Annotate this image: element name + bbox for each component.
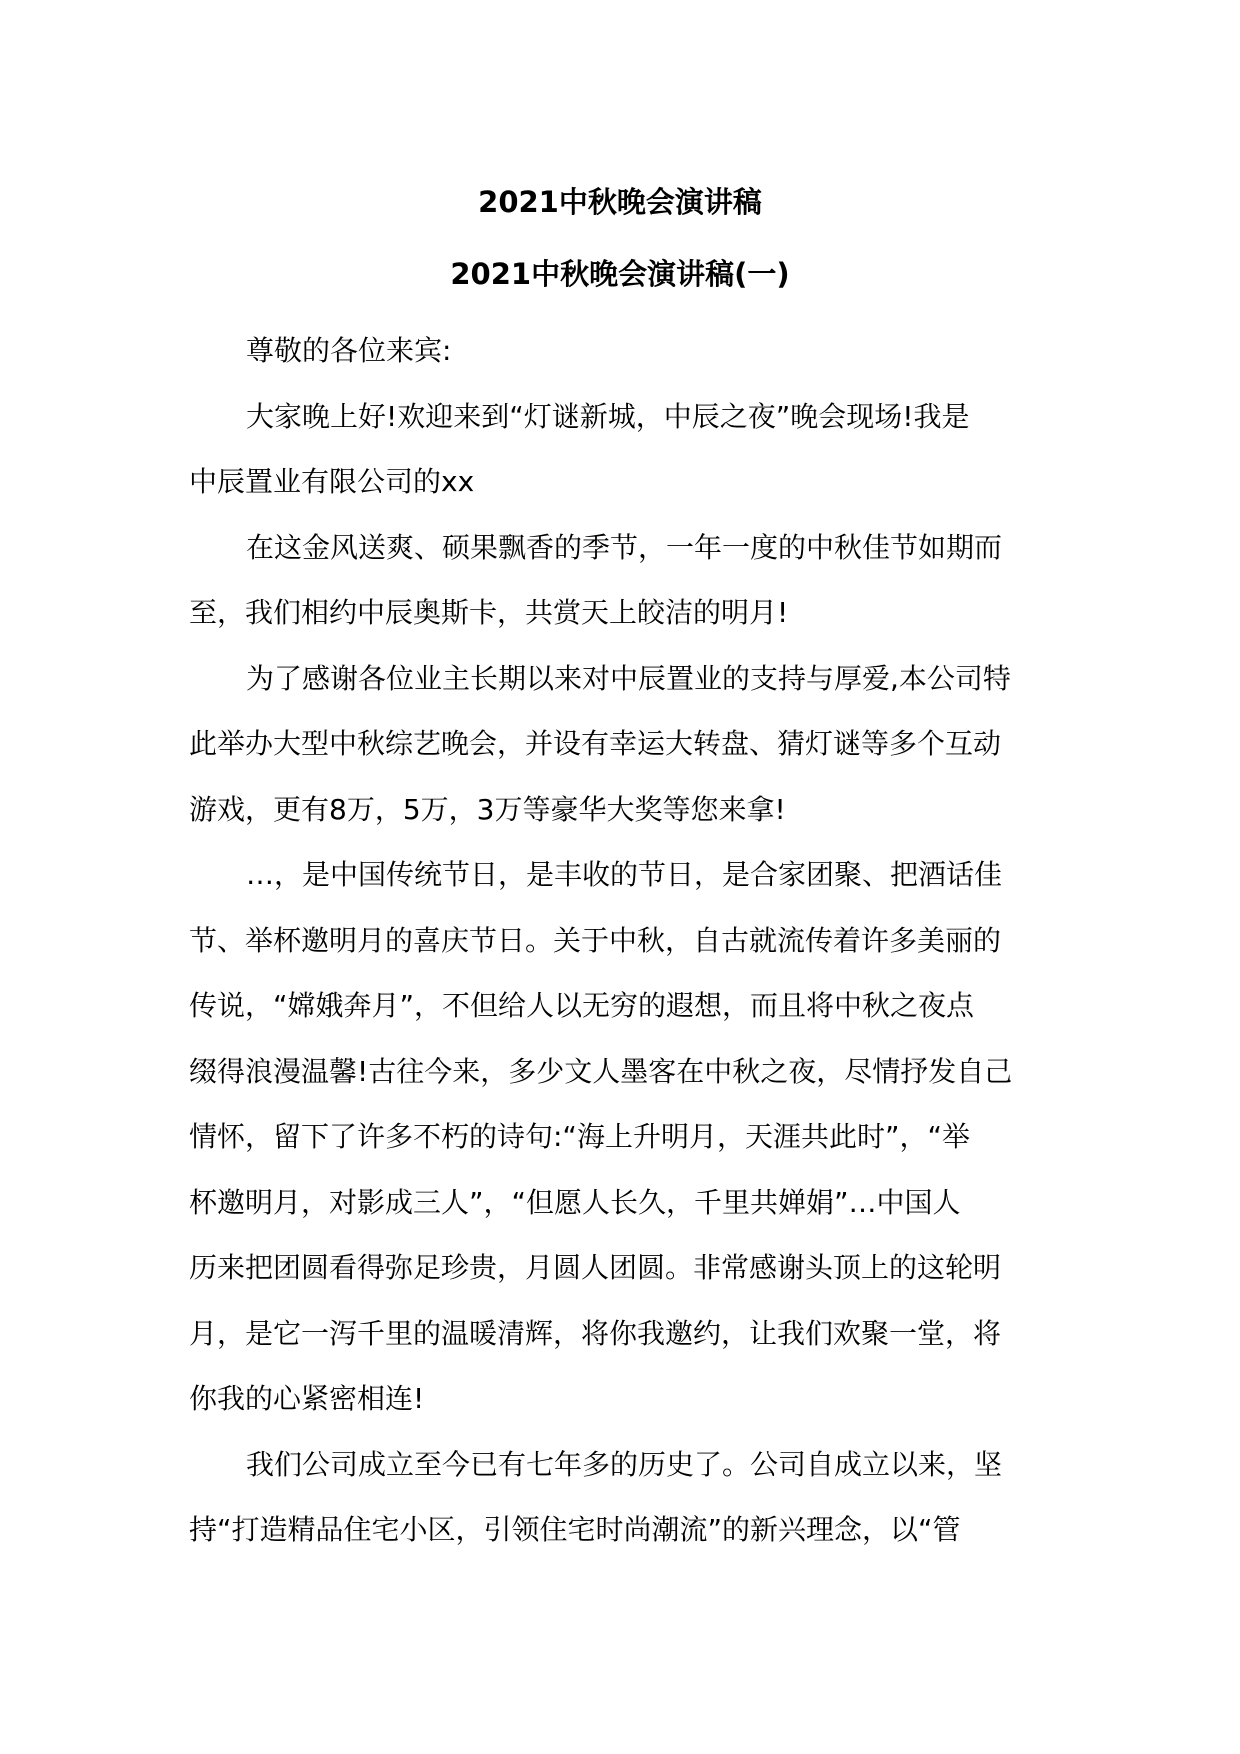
text-line: 此举办大型中秋综艺晚会，并设有幸运大转盘、猜灯谜等多个互动 [189, 727, 1002, 760]
text-line: 你我的心紧密相连! [189, 1382, 425, 1415]
text-line: 历来把团圆看得弥足珍贵，月圆人团圆。非常感谢头顶上的这轮明 [189, 1251, 1002, 1284]
paragraph-greeting [189, 318, 1055, 384]
text-line: 在这金风送爽、硕果飘香的季节，一年一度的中秋佳节如期而 [246, 530, 1003, 564]
document-body [189, 318, 1055, 1563]
text-line: 我们公司成立至今已有七年多的历史了。公司自成立以来，坚 [246, 1447, 1003, 1481]
text-line: 为了感谢各位业主长期以来对中辰置业的支持与厚爱,本公司特 [246, 661, 1011, 695]
document-title: 2021中秋晚会演讲稿 [478, 185, 762, 219]
paragraph-gala [189, 646, 1055, 843]
paragraph-welcome [189, 384, 1055, 515]
text-line: …，是中国传统节日，是丰收的节日，是合家团聚、把酒话佳 [246, 858, 1003, 891]
paragraph-tradition [189, 842, 1055, 1432]
text-line: 情怀，留下了许多不朽的诗句:“海上升明月，天涯共此时”，“举 [189, 1120, 970, 1153]
text-line: 至，我们相约中辰奥斯卡，共赏天上皎洁的明月! [189, 596, 789, 629]
text-line: 持“打造精品住宅小区，引领住宅时尚潮流”的新兴理念，以“管 [189, 1513, 961, 1546]
text-line: 游戏，更有8万，5万，3万等豪华大奖等您来拿! [189, 792, 786, 826]
paragraph-season [189, 515, 1055, 646]
text-line: 尊敬的各位来宾: [246, 334, 452, 367]
paragraph-company [189, 1432, 1055, 1563]
document-subtitle: 2021中秋晚会演讲稿(一) [450, 257, 790, 291]
text-line: 节、举杯邀明月的喜庆节日。关于中秋，自古就流传着许多美丽的 [189, 923, 1002, 957]
text-line: 缀得浪漫温馨!古往今来，多少文人墨客在中秋之夜，尽情抒发自己 [189, 1054, 1013, 1088]
text-line: 杯邀明月，对影成三人”，“但愿人长久，千里共婵娟”…中国人 [189, 1185, 961, 1219]
text-line: 大家晚上好!欢迎来到“灯谜新城，中辰之夜”晚会现场!我是 [246, 399, 970, 433]
text-line: 中辰置业有限公司的xx [189, 465, 475, 498]
text-line: 月，是它一泻千里的温暖清辉，将你我邀约，让我们欢聚一堂，将 [189, 1316, 1002, 1350]
text-line: 传说，“嫦娥奔月”，不但给人以无穷的遐想，而且将中秋之夜点 [189, 989, 975, 1022]
